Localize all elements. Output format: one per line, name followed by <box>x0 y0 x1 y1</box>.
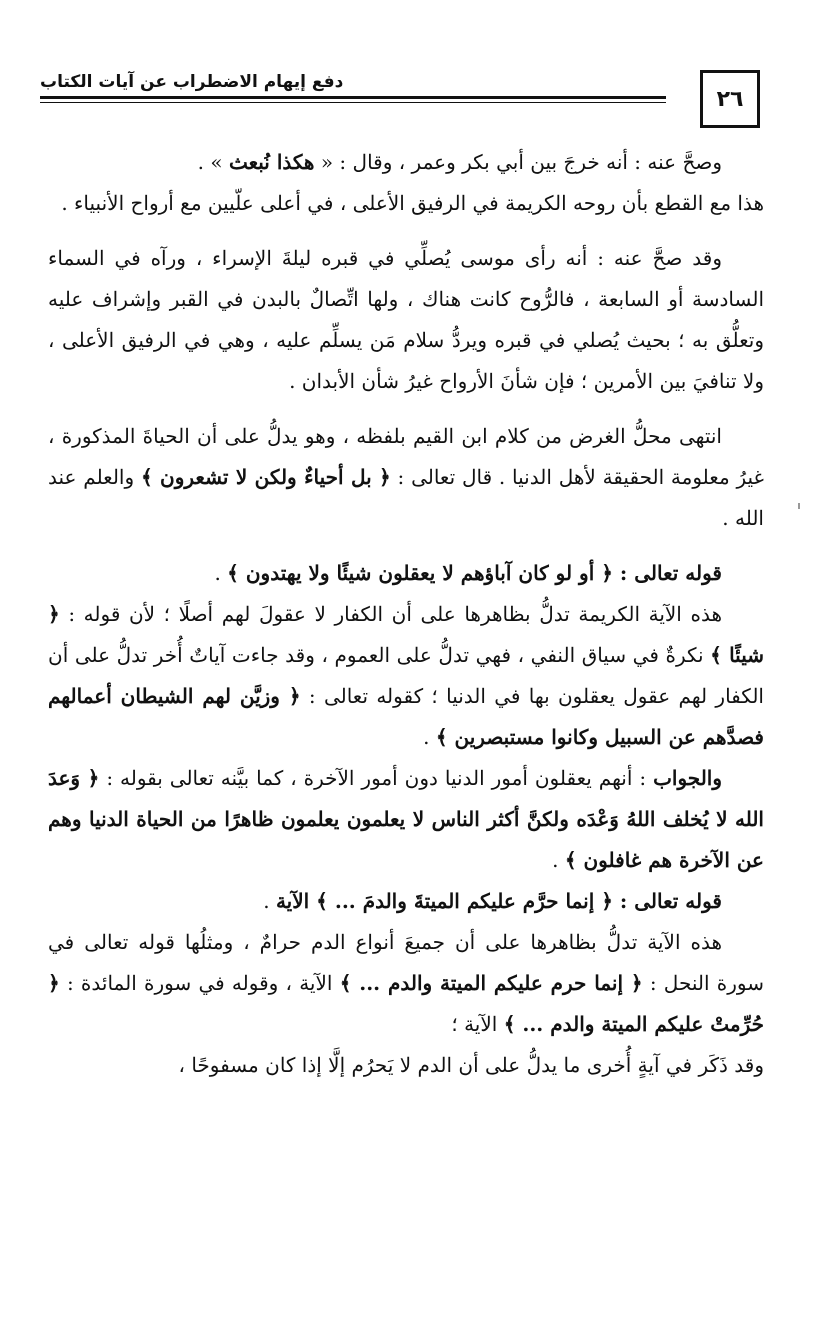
section-heading-1-end: . <box>214 561 228 585</box>
paragraph-8-text: هذه الآية تدلُّ بظاهرها على أن جميعَ أنواع الدم حرامٌ ، ومثلُها قوله تعالى في سورة النحل : <box>48 930 764 995</box>
paragraph-3-text-end: والعلم عند الله . <box>48 465 764 530</box>
paragraph-6-text-end: . <box>552 848 565 872</box>
paragraph-6 <box>48 758 764 881</box>
paragraph-8b <box>48 1045 764 1086</box>
paragraph-5-text: هذه الآية الكريمة تدلُّ بظاهرها على أن الكفار لا عقولَ لهم أصلًا ؛ لأن قوله : <box>59 602 722 626</box>
body-text <box>48 142 764 1086</box>
section-heading-1 <box>48 553 764 594</box>
page-number <box>700 70 760 128</box>
paragraph-1-text: وصحَّ عنه : أنه خرجَ بين أبي بكر وعمر ، وقال : « <box>314 150 722 174</box>
quran-verse-maidah: ﴿ حُرِّمتْ عليكم الميتة والدم ... ﴾ <box>48 971 764 1036</box>
quran-verse-nahl: ﴿ إنما حرم عليكم الميتة والدم ... ﴾ <box>339 971 643 995</box>
hadith-quote: هكذا نُبعث <box>228 150 315 174</box>
header-rule-thin <box>40 102 666 103</box>
page-number-text: ٢٦ <box>716 86 744 112</box>
section-heading-2 <box>48 881 764 922</box>
running-title: دفع إيهام الاضطراب عن آيات الكتاب <box>40 72 344 92</box>
section-heading-2-end: . <box>263 889 276 913</box>
quran-verse-wa-ada: ﴿ وَعدَ الله لا يُخلف اللهُ وَعْدَه ولكنَّ أكثر الناس لا يعلمون يعلمون ظاهرًا من الحياة الدنيا وهم عن الآخرة هم غافلون ﴾ <box>48 766 764 872</box>
paragraph-1-text-end: » . <box>197 150 229 174</box>
paragraph-3 <box>48 416 764 539</box>
section-heading-1-text: قوله تعالى : ﴿ أو لو كان آباؤهم لا يعقلون شيئًا ولا يهتدون ﴾ <box>227 561 722 585</box>
paragraph-5-text-mid: نكرةٌ في سياق النفي ، فهي تدلُّ على العموم ، وقد جاءت آياتٌ أُخر تدلُّ على أن الكفار لهم عقول يعقلون بها في الدنيا ؛ كقوله تعالى : <box>48 643 764 708</box>
paragraph-6-text: : أنهم يعقلون أمور الدنيا دون أمور الآخرة ، كما بيَّنه تعالى بقوله : <box>99 766 654 790</box>
paragraph-1 <box>48 142 764 183</box>
answer-label: والجواب <box>653 766 722 790</box>
paragraph-8-text-end: الآية ؛ <box>451 1012 504 1036</box>
paragraph-3-text: انتهى محلُّ الغرض من كلام ابن القيم بلفظه ، وهو يدلُّ على أن الحياةَ المذكورة ، غيرُ معلومة الحقيقة لأهل الدنيا . قال تعالى : <box>48 424 764 489</box>
paragraph-5-text-end: . <box>423 725 436 749</box>
quran-verse-zayyana: ﴿ وزيَّن لهم الشيطان أعمالهم فصدَّهم عن السبيل وكانوا مستبصرين ﴾ <box>48 684 764 749</box>
header-rule-thick <box>40 96 666 99</box>
quran-word-shay: ﴿ شيئًا ﴾ <box>48 602 764 667</box>
paragraph-8b-text: وقد ذَكَر في آيةٍ أُخرى ما يدلُّ على أن الدم لا يَحرُم إلَّا إذا كان مسفوحًا ، <box>178 1053 764 1077</box>
section-heading-2-text: قوله تعالى : ﴿ إنما حرَّم عليكم الميتةَ والدمَ ... ﴾ الآية <box>275 889 722 913</box>
quran-verse-alive: ﴿ بل أحياءٌ ولكن لا تشعرون ﴾ <box>140 465 391 489</box>
paragraph-8 <box>48 922 764 1045</box>
margin-speck <box>798 503 800 509</box>
paragraph-1b-text: هذا مع القطع بأن روحه الكريمة في الرفيق الأعلى ، في أعلى علّيين مع أرواح الأنبياء . <box>61 191 764 215</box>
paragraph-8-text-mid: الآية ، وقوله في سورة المائدة : <box>59 971 340 995</box>
paragraph-1b <box>48 183 764 224</box>
paragraph-2: وقد صحَّ عنه : أنه رأى موسى يُصلِّي في قبره ليلةَ الإسراء ، ورآه في السماء السادسة أو السابعة ، فالرُّوح كانت هناك ، ولها اتِّصالٌ بالبدن في القبر وإشراف عليه وتعلُّق به ؛ بحيث يُصلي في قبره ويردُّ سلام مَن يسلِّم عليه ، وهي في الرفيق الأعلى ، ولا تنافيَ بين الأمرين ؛ فإن شأنَ الأرواح غيرُ شأن الأبدان . <box>48 246 764 393</box>
paragraph-5 <box>48 594 764 758</box>
